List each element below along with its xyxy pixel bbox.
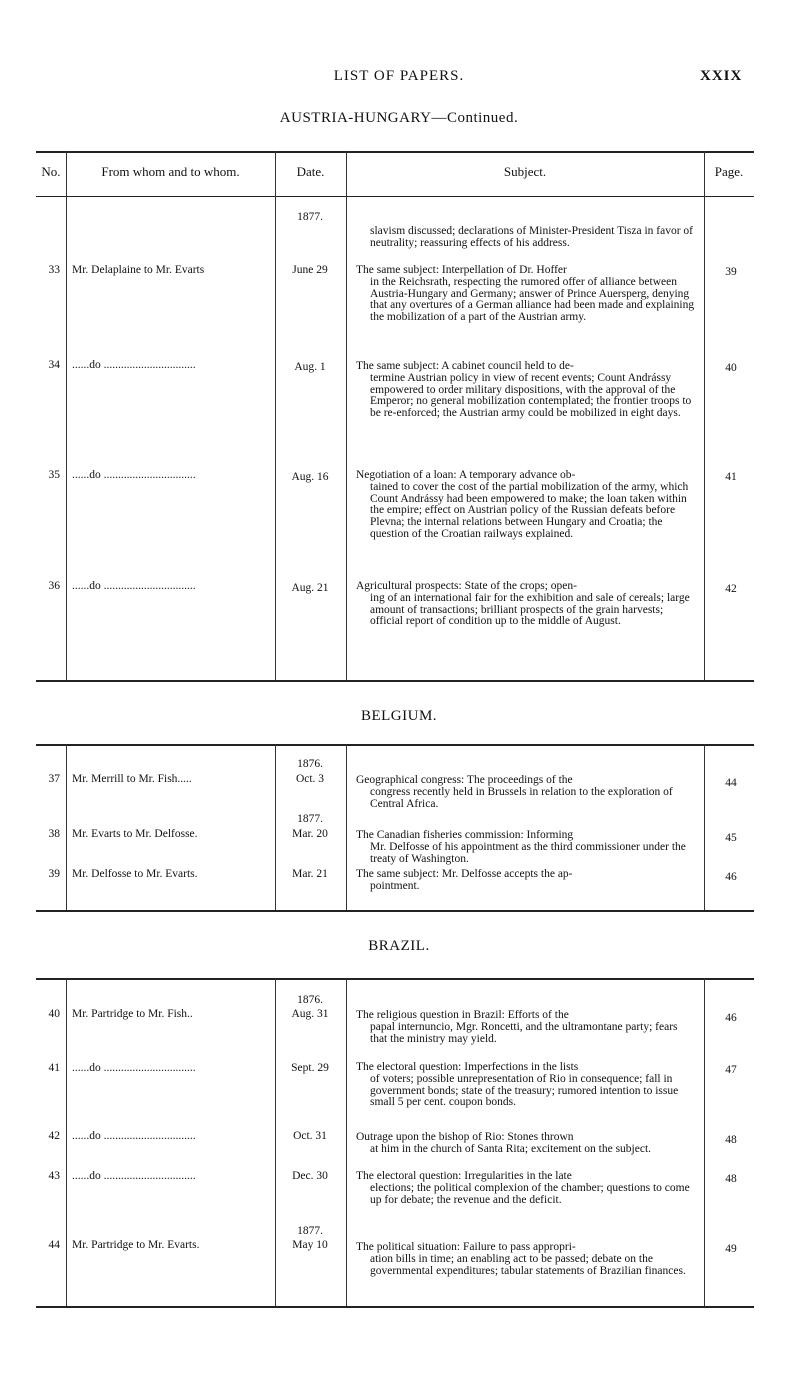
row-page: 40	[725, 362, 737, 374]
ditto-correspondents: ......do ................................	[72, 1130, 196, 1142]
section-title-brazil: BRAZIL.	[368, 938, 430, 954]
subject-continuation-text: papal internuncio, Mgr. Roncetti, and the ultramontane party; fears that the ministry may yield.	[370, 1020, 678, 1045]
row-page: 44	[725, 777, 737, 789]
subject-continuation-text: congress recently held in Brussels in relation to the exploration of Central Africa.	[370, 785, 673, 810]
column-divider	[275, 978, 276, 1306]
ditto-correspondents: ......do ................................	[72, 469, 196, 481]
row-date: Oct. 31	[293, 1130, 327, 1142]
section-title-austria-hungary: AUSTRIA-HUNGARY—Continued.	[279, 110, 519, 126]
row-subject	[356, 869, 696, 893]
row-subject	[356, 1242, 696, 1277]
row-date: Aug. 21	[291, 582, 329, 594]
column-divider	[704, 978, 705, 1306]
column-header-from-to: From whom and to whom.	[101, 164, 240, 179]
table-bottom-rule	[36, 910, 754, 912]
correspondents: Mr. Partridge to Mr. Fish..	[72, 1008, 193, 1020]
row-page: 39	[725, 266, 737, 278]
subject-first-line: The Canadian fisheries commission: Informing	[356, 829, 574, 841]
correspondents: Mr. Delfosse to Mr. Evarts.	[72, 868, 198, 880]
row-page: 42	[725, 583, 737, 595]
row-date: Mar. 20	[292, 828, 328, 840]
year-heading: 1877.	[297, 1225, 323, 1237]
subject-first-line: The same subject: Interpellation of Dr. Hoffer	[356, 264, 567, 276]
subject-first-line: The same subject: A cabinet council held to de-	[356, 360, 574, 372]
year-heading: 1877.	[297, 211, 323, 223]
column-divider	[346, 978, 347, 1306]
row-subject	[356, 470, 696, 541]
subject-first-line: Outrage upon the bishop of Rio: Stones thrown	[356, 1131, 574, 1143]
correspondents: Mr. Evarts to Mr. Delfosse.	[72, 828, 198, 840]
column-divider	[66, 978, 67, 1306]
row-date: Aug. 16	[291, 471, 329, 483]
row-page: 46	[725, 871, 737, 883]
row-number: 36	[48, 580, 60, 592]
subject-first-line: The political situation: Failure to pass appropri-	[356, 1241, 576, 1253]
subject-continuation-text: termine Austrian policy in view of recent events; Count Andrássy empowered to order military dispositions, with the approval of the Emperor; no general mobilization contemplated; the frontier troops to be re-enforced; the Austrian army could be mobilized in eight days.	[370, 371, 692, 420]
correspondents: Mr. Partridge to Mr. Evarts.	[72, 1239, 200, 1251]
row-date: Oct. 3	[295, 773, 325, 785]
running-title: LIST OF PAPERS.	[333, 68, 465, 84]
subject-continuation-text: tained to cover the cost of the partial mobilization of the army, which Count Andrássy had been empowered to make; the loan taken within the empire; effect on Austrian policy of the Russian defeats before Plevna; the internal relations between Hungary and Croatia; the question of the Croatian railways explained.	[370, 480, 689, 540]
row-page: 46	[725, 1012, 737, 1024]
column-header-date: Date.	[296, 164, 325, 179]
column-divider	[66, 744, 67, 910]
table-bottom-rule	[36, 1306, 754, 1308]
subject-continuation-text: at him in the church of Santa Rita; excitement on the subject.	[370, 1142, 652, 1155]
row-subject	[356, 1171, 696, 1206]
table-bottom-rule	[36, 680, 754, 682]
row-subject	[356, 1132, 696, 1156]
row-subject	[356, 1010, 696, 1045]
ditto-correspondents: ......do ................................	[72, 359, 196, 371]
subject-continuation: slavism discussed; declarations of Minister-President Tisza in favor of neutrality; reassuring effects of his address.	[370, 225, 693, 249]
row-number: 44	[48, 1239, 60, 1251]
row-number: 33	[48, 264, 60, 276]
header-rule	[36, 196, 754, 197]
column-header-subject: Subject.	[503, 164, 547, 179]
column-divider	[346, 744, 347, 910]
row-number: 34	[48, 359, 60, 371]
row-date: Sept. 29	[291, 1062, 329, 1074]
row-number: 35	[48, 469, 60, 481]
subject-continuation-text: ation bills in time; an enabling act to be passed; debate on the governmental expenditures; tabular statements of Brazilian finances.	[370, 1252, 686, 1277]
column-header-page: Page.	[714, 164, 744, 179]
ditto-correspondents: ......do ................................	[72, 1170, 196, 1182]
row-subject	[356, 361, 696, 420]
ditto-correspondents: ......do ................................	[72, 580, 196, 592]
row-subject	[356, 775, 696, 810]
row-page: 48	[725, 1134, 737, 1146]
subject-first-line: Geographical congress: The proceedings of the	[356, 774, 573, 786]
subject-first-line: The electoral question: Irregularities in the late	[356, 1170, 572, 1182]
row-number: 42	[48, 1130, 60, 1142]
row-number: 38	[48, 828, 60, 840]
correspondents: Mr. Delaplaine to Mr. Evarts	[72, 264, 205, 276]
column-divider	[704, 151, 705, 680]
column-divider	[66, 151, 67, 680]
correspondents: Mr. Merrill to Mr. Fish.....	[72, 773, 192, 785]
column-divider	[275, 744, 276, 910]
row-subject	[356, 581, 696, 628]
row-subject	[356, 1062, 696, 1109]
page-number: XXIX	[700, 68, 743, 84]
table-top-rule	[36, 744, 754, 746]
row-number: 40	[48, 1008, 60, 1020]
row-number: 43	[48, 1170, 60, 1182]
subject-first-line: The religious question in Brazil: Efforts of the	[356, 1009, 569, 1021]
ditto-correspondents: ......do ................................	[72, 1062, 196, 1074]
year-heading: 1876.	[297, 758, 323, 770]
column-header-no: No.	[41, 164, 61, 179]
row-date: May 10	[292, 1239, 328, 1251]
row-page: 47	[725, 1064, 737, 1076]
row-number: 39	[48, 868, 60, 880]
section-title-belgium: BELGIUM.	[360, 708, 438, 724]
subject-continuation-text: Mr. Delfosse of his appointment as the third commissioner under the treaty of Washington.	[370, 840, 686, 865]
row-date: June 29	[292, 264, 328, 276]
subject-continuation-text: elections; the political complexion of the chamber; questions to come up for debate; the revenue and the deficit.	[370, 1181, 690, 1206]
column-divider	[704, 744, 705, 910]
row-number: 41	[48, 1062, 60, 1074]
row-date: Aug. 1	[294, 361, 326, 373]
row-subject	[356, 830, 696, 865]
column-divider	[346, 151, 347, 680]
row-number: 37	[48, 773, 60, 785]
table-top-rule	[36, 978, 754, 980]
table-top-rule	[36, 151, 754, 153]
column-divider	[275, 151, 276, 680]
subject-first-line: Agricultural prospects: State of the crops; open-	[356, 580, 577, 592]
year-heading: 1876.	[297, 994, 323, 1006]
subject-first-line: The electoral question: Imperfections in the lists	[356, 1061, 579, 1073]
subject-continuation-text: of voters; possible unrepresentation of Rio in consequence; fall in government bonds; state of the treasury; rumored intention to issue small 5 per cent. coupon bonds.	[370, 1072, 679, 1109]
row-page: 41	[725, 471, 737, 483]
row-date: Dec. 30	[292, 1170, 328, 1182]
row-page: 45	[725, 832, 737, 844]
subject-first-line: The same subject: Mr. Delfosse accepts the ap-	[356, 868, 573, 880]
subject-continuation-text: pointment.	[370, 879, 420, 892]
subject-continuation-text: in the Reichsrath, respecting the rumored offer of alliance between Austria-Hungary and Germany; answer of Prince Auersperg, denying that any overtures of a German alliance had been made and explaining the mobilization of a part of the Austrian army.	[370, 275, 695, 324]
row-page: 49	[725, 1243, 737, 1255]
row-subject	[356, 265, 696, 324]
subject-continuation-text: ing of an international fair for the exhibition and sale of cereals; large amount of transactions; brilliant prospects of the grain harvests; official report of condition up to the middle of August.	[370, 591, 690, 628]
row-page: 48	[725, 1173, 737, 1185]
row-date: Aug. 31	[291, 1008, 329, 1020]
year-heading: 1877.	[297, 813, 323, 825]
row-date: Mar. 21	[292, 868, 328, 880]
subject-first-line: Negotiation of a loan: A temporary advance ob-	[356, 469, 576, 481]
